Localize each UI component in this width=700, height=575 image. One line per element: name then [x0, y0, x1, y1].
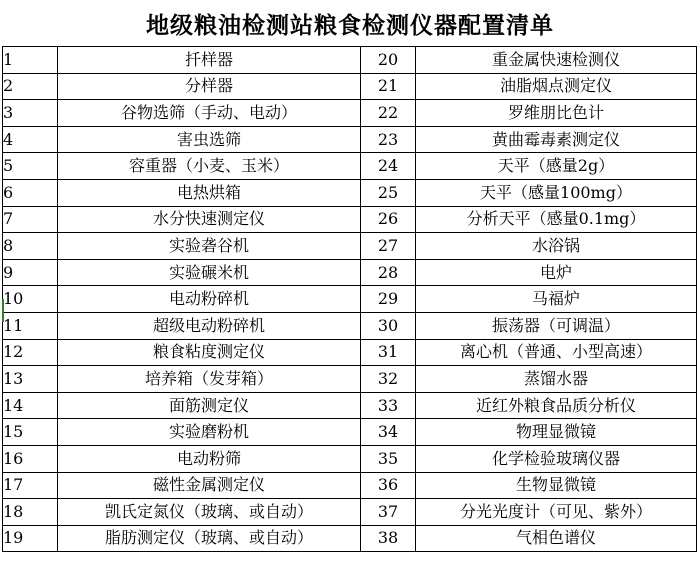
table-row: [3, 47, 697, 74]
left-instrument-cell: 粮食粘度测定仪: [58, 339, 361, 366]
right-number-cell: 22: [361, 100, 416, 127]
left-number-cell: 18: [3, 499, 58, 526]
left-number-cell: 19: [3, 525, 58, 552]
right-number-cell: 20: [361, 47, 416, 74]
right-number-cell: 30: [361, 312, 416, 339]
left-instrument-cell: 实验砻谷机: [58, 233, 361, 260]
right-instrument-cell: 离心机（普通、小型高速）: [416, 339, 697, 366]
left-instrument-cell: 实验碾米机: [58, 259, 361, 286]
left-instrument-cell: 谷物选筛（手动、电动）: [58, 100, 361, 127]
right-instrument-cell: 生物显微镜: [416, 472, 697, 499]
right-instrument-cell: 气相色谱仪: [416, 525, 697, 552]
left-instrument-cell: 分样器: [58, 73, 361, 100]
right-number-cell: 36: [361, 472, 416, 499]
table-row: [3, 419, 697, 446]
left-instrument-cell: 实验磨粉机: [58, 419, 361, 446]
left-number-cell: 6: [3, 179, 58, 206]
table-row: [3, 259, 697, 286]
right-number-cell: 35: [361, 445, 416, 472]
table-row: [3, 179, 697, 206]
right-number-cell: 33: [361, 392, 416, 419]
right-instrument-cell: 油脂烟点测定仪: [416, 73, 697, 100]
left-number-cell: 1: [3, 47, 58, 74]
left-instrument-cell: 面筋测定仪: [58, 392, 361, 419]
right-number-cell: 25: [361, 179, 416, 206]
right-number-cell: 31: [361, 339, 416, 366]
table-row: [3, 312, 697, 339]
left-instrument-cell: 磁性金属测定仪: [58, 472, 361, 499]
left-number-cell: 2: [3, 73, 58, 100]
right-instrument-cell: 黄曲霉毒素测定仪: [416, 126, 697, 153]
left-number-cell: 10: [3, 286, 58, 313]
left-instrument-cell: 扦样器: [58, 47, 361, 74]
right-number-cell: 27: [361, 233, 416, 260]
right-instrument-cell: 分光光度计（可见、紫外）: [416, 499, 697, 526]
instrument-table-body: [3, 47, 697, 552]
left-number-cell: 7: [3, 206, 58, 233]
right-instrument-cell: 物理显微镜: [416, 419, 697, 446]
table-row: [3, 366, 697, 393]
left-number-cell: 4: [3, 126, 58, 153]
right-number-cell: 23: [361, 126, 416, 153]
cell-selection-marker: [2, 299, 4, 322]
left-number-cell: 15: [3, 419, 58, 446]
right-instrument-cell: 马福炉: [416, 286, 697, 313]
right-instrument-cell: 电炉: [416, 259, 697, 286]
left-number-cell: 13: [3, 366, 58, 393]
left-number-cell: 17: [3, 472, 58, 499]
left-number-cell: 5: [3, 153, 58, 180]
left-instrument-cell: 凯氏定氮仪（玻璃、或自动）: [58, 499, 361, 526]
right-instrument-cell: 蒸馏水器: [416, 366, 697, 393]
table-row: [3, 233, 697, 260]
left-instrument-cell: 培养箱（发芽箱）: [58, 366, 361, 393]
right-instrument-cell: 重金属快速检测仪: [416, 47, 697, 74]
page-title: 地级粮油检测站粮食检测仪器配置清单: [146, 12, 554, 39]
left-instrument-cell: 水分快速测定仪: [58, 206, 361, 233]
table-row: [3, 206, 697, 233]
table-row: [3, 126, 697, 153]
right-number-cell: 28: [361, 259, 416, 286]
left-number-cell: 8: [3, 233, 58, 260]
left-instrument-cell: 电热烘箱: [58, 179, 361, 206]
left-number-cell: 16: [3, 445, 58, 472]
right-number-cell: 29: [361, 286, 416, 313]
left-number-cell: 11: [3, 312, 58, 339]
left-number-cell: 9: [3, 259, 58, 286]
table-row: [3, 499, 697, 526]
table-row: [3, 286, 697, 313]
table-row: [3, 445, 697, 472]
left-instrument-cell: 电动粉碎机: [58, 286, 361, 313]
right-instrument-cell: 水浴锅: [416, 233, 697, 260]
table-row: [3, 525, 697, 552]
instrument-table: [2, 46, 697, 552]
table-row: [3, 153, 697, 180]
left-instrument-cell: 脂肪测定仪（玻璃、或自动）: [58, 525, 361, 552]
right-instrument-cell: 分析天平（感量0.1mg）: [416, 206, 697, 233]
right-instrument-cell: 天平（感量100mg）: [416, 179, 697, 206]
table-row: [3, 339, 697, 366]
right-instrument-cell: 天平（感量2g）: [416, 153, 697, 180]
table-row: [3, 472, 697, 499]
table-row: [3, 73, 697, 100]
right-instrument-cell: 振荡器（可调温）: [416, 312, 697, 339]
table-row: [3, 100, 697, 127]
right-number-cell: 37: [361, 499, 416, 526]
left-instrument-cell: 容重器（小麦、玉米）: [58, 153, 361, 180]
right-instrument-cell: 罗维朋比色计: [416, 100, 697, 127]
right-number-cell: 21: [361, 73, 416, 100]
right-number-cell: 32: [361, 366, 416, 393]
right-number-cell: 34: [361, 419, 416, 446]
table-row: [3, 392, 697, 419]
left-number-cell: 14: [3, 392, 58, 419]
left-instrument-cell: 超级电动粉碎机: [58, 312, 361, 339]
right-instrument-cell: 近红外粮食品质分析仪: [416, 392, 697, 419]
left-instrument-cell: 害虫选筛: [58, 126, 361, 153]
right-instrument-cell: 化学检验玻璃仪器: [416, 445, 697, 472]
left-number-cell: 3: [3, 100, 58, 127]
right-number-cell: 38: [361, 525, 416, 552]
right-number-cell: 26: [361, 206, 416, 233]
left-number-cell: 12: [3, 339, 58, 366]
right-number-cell: 24: [361, 153, 416, 180]
left-instrument-cell: 电动粉筛: [58, 445, 361, 472]
